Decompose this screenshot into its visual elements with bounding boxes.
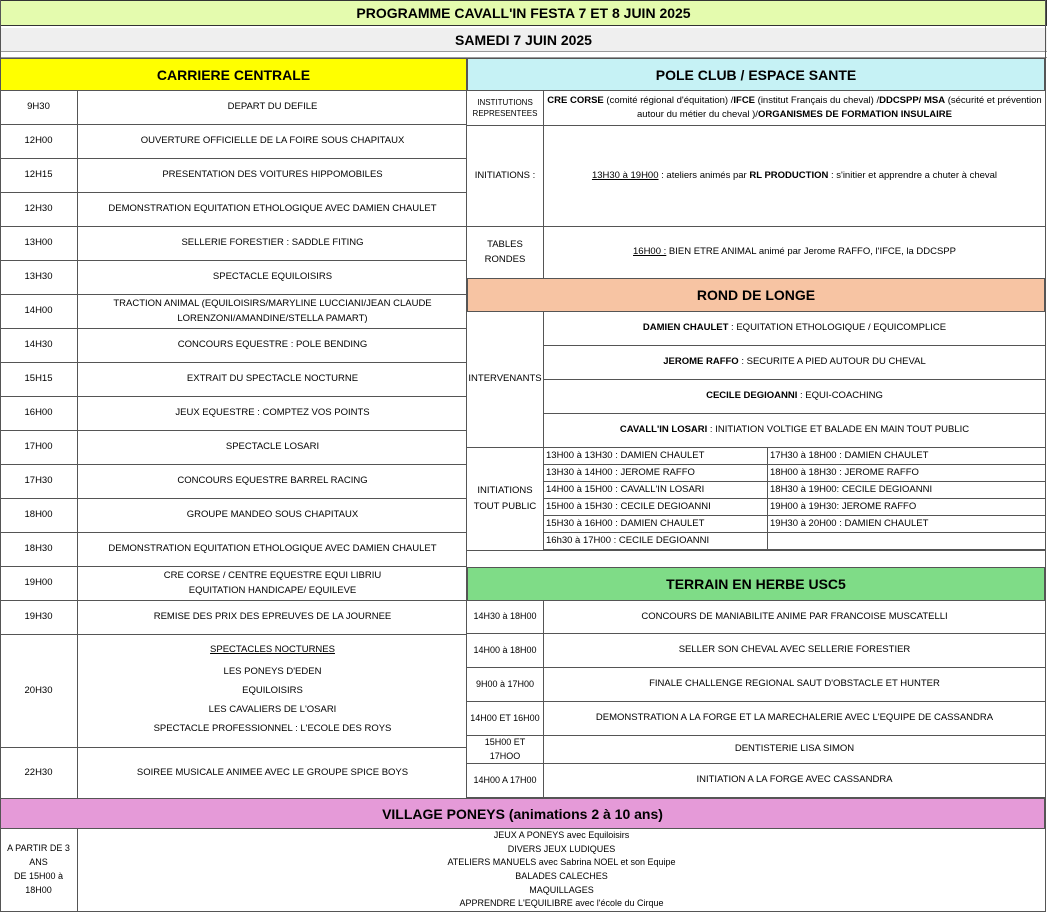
carriere-time: [0, 465, 78, 499]
carriere-activity: [78, 499, 467, 533]
terrain-header: [467, 567, 1045, 601]
carriere-time: [0, 601, 78, 635]
nocturne-time: [0, 635, 78, 748]
terrain-time: 14H30 à 18H00: [467, 601, 544, 634]
pole-header: [467, 58, 1045, 91]
last-time: [0, 748, 78, 798]
intervenants-label-text: INTERVENANTS: [468, 373, 542, 385]
nocturne-heading: SPECTACLES NOCTURNES: [210, 644, 335, 655]
carriere-time: [0, 261, 78, 295]
slot-right: 18H30 à 19H00: CECILE DEGIOANNI: [768, 482, 1045, 499]
carriere-time-text: 9H30: [27, 101, 50, 113]
tables-label-text: TABLES RONDES: [484, 238, 526, 265]
carriere-header: [0, 58, 467, 91]
carriere-activity-text: CONCOURS EQUESTRE BARREL RACING: [177, 475, 368, 487]
village-item: APPRENDRE L'EQUILIBRE avec l'école du Cirque: [459, 898, 664, 909]
slot-left: 14H00 à 15H00 : CAVALL'IN LOSARI: [544, 482, 768, 499]
carriere-time: [0, 125, 78, 159]
terrain-time: 14H00 à 18H00: [467, 634, 544, 668]
age-line: A PARTIR DE 3: [7, 843, 70, 854]
carriere-activity-text: OUVERTURE OFFICIELLE DE LA FOIRE SOUS CHAPITAUX: [140, 135, 405, 147]
carriere-time-text: 18H30: [24, 543, 53, 555]
carriere-activity-text: JEUX EQUESTRE : COMPTEZ VOS POINTS: [175, 407, 370, 419]
program-title: [0, 0, 1047, 26]
carriere-activity: [78, 465, 467, 499]
carriere-time-text: 17H30: [24, 475, 53, 487]
village-age: [0, 829, 78, 911]
terrain-activity: FINALE CHALLENGE REGIONAL SAUT D'OBSTACLE ET HUNTER: [544, 668, 1045, 702]
main-divider: [466, 91, 467, 798]
carriere-time-text: 19H30: [24, 611, 53, 623]
carriere-activity: [78, 329, 467, 363]
carriere-activity-text: CRE CORSE / CENTRE EQUESTRE EQUI LIBRIU EQUITATION HANDICAPE/ EQUILEVE: [163, 570, 382, 596]
carriere-activity: [78, 601, 467, 635]
nocturne-item: SPECTACLE PROFESSIONNEL : L'ECOLE DES ROYS: [153, 722, 392, 734]
institutions-label: [467, 91, 544, 126]
slot-right: 19H30 à 20H00 : DAMIEN CHAULET: [768, 516, 1045, 533]
initiations-label: [467, 126, 544, 227]
carriere-time: [0, 227, 78, 261]
carriere-header-text: CARRIERE CENTRALE: [156, 66, 311, 83]
carriere-activity: [78, 227, 467, 261]
carriere-time: [0, 295, 78, 329]
institutions-text: CRE CORSE (comité régional d'équitation) /IFCE (institut Français du cheval) /DDCSPP/ MSA (sécurité et prévention autour du métier du cheval )/ORGANISMES DE FORMATION INSULAIRE: [544, 91, 1045, 126]
intervenant-row: DAMIEN CHAULET : EQUITATION ETHOLOGIQUE / EQUICOMPLICE: [544, 312, 1045, 346]
carriere-time-text: 13H00: [24, 237, 53, 249]
pole-header-text: POLE CLUB / ESPACE SANTE: [655, 66, 857, 83]
carriere-time: [0, 499, 78, 533]
village-header-text: VILLAGE PONEYS (animations 2 à 10 ans): [382, 805, 663, 822]
day-title: [0, 28, 1047, 52]
carriere-time: [0, 159, 78, 193]
rond-initiations-label: INITIATIONS TOUT PUBLIC: [467, 448, 544, 550]
last-activity-text: SOIREE MUSICALE ANIMEE AVEC LE GROUPE SPICE BOYS: [136, 766, 409, 778]
carriere-time-text: 17H00: [24, 441, 53, 453]
program-title-text: PROGRAMME CAVALL'IN FESTA 7 ET 8 JUIN 2025: [356, 5, 691, 21]
rond-header-text: ROND DE LONGE: [696, 287, 816, 303]
carriere-activity-text: DEMONSTRATION EQUITATION ETHOLOGIQUE AVEC DAMIEN CHAULET: [108, 203, 437, 215]
carriere-activity: [78, 159, 467, 193]
slot-right: 18H00 à 18H30 : JEROME RAFFO: [768, 465, 1045, 482]
carriere-activity-text: DEPART DU DEFILE: [227, 101, 318, 113]
village-item: JEUX A PONEYS avec Equiloisirs: [493, 829, 630, 840]
slot-left: 16h30 à 17H00 : CECILE DEGIOANNI: [544, 533, 768, 550]
carriere-time-text: 19H00: [24, 577, 53, 589]
carriere-activity-text: DEMONSTRATION EQUITATION ETHOLOGIQUE AVEC DAMIEN CHAULET: [108, 543, 437, 555]
terrain-time: 14H00 A 17H00: [467, 764, 544, 798]
carriere-time-text: 12H00: [24, 135, 53, 147]
village-age-lines: [7, 842, 70, 898]
village-items: [78, 829, 1045, 911]
carriere-time: [0, 431, 78, 465]
carriere-activity: [78, 397, 467, 431]
nocturne-item: LES PONEYS D'EDEN: [223, 665, 322, 677]
carriere-activity-text: EXTRAIT DU SPECTACLE NOCTURNE: [186, 373, 359, 385]
rond-header: [467, 278, 1045, 312]
village-header: [0, 798, 1045, 829]
intervenant-row: JEROME RAFFO : SECURITE A PIED AUTOUR DU CHEVAL: [544, 346, 1045, 380]
intervenant-row: CAVALL'IN LOSARI : INITIATION VOLTIGE ET BALADE EN MAIN TOUT PUBLIC: [544, 414, 1045, 448]
terrain-time: 14H00 ET 16H00: [467, 702, 544, 736]
day-title-text: SAMEDI 7 JUIN 2025: [455, 31, 592, 48]
slot-right: 17H30 à 18H00 : DAMIEN CHAULET: [768, 448, 1045, 465]
carriere-time: [0, 329, 78, 363]
carriere-activity-text: SELLERIE FORESTIER : SADDLE FITING: [181, 237, 364, 249]
last-time-text: 22H30: [24, 766, 53, 778]
rond-empty-row: [467, 550, 1045, 567]
carriere-time-text: 14H30: [24, 339, 53, 351]
slot-right: 19H00 à 19H30: JEROME RAFFO: [768, 499, 1045, 516]
terrain-header-text: TERRAIN EN HERBE USC5: [666, 576, 846, 592]
slot-right: [768, 533, 1045, 550]
terrain-activity: DEMONSTRATION A LA FORGE ET LA MARECHALERIE AVEC L'EQUIPE DE CASSANDRA: [544, 702, 1045, 736]
village-item: BALADES CALECHES: [515, 871, 608, 881]
carriere-activity: [78, 193, 467, 227]
carriere-time-text: 12H30: [24, 203, 53, 215]
terrain-time: 15H00 ET 17HOO: [467, 736, 544, 764]
carriere-time-text: 15H15: [24, 373, 53, 385]
nocturne-item: EQUILOISIRS: [242, 684, 303, 696]
age-line: ANS: [29, 857, 48, 868]
intervenant-row: CECILE DEGIOANNI : EQUI-COACHING: [544, 380, 1045, 414]
carriere-activity-text: CONCOURS EQUESTRE : POLE BENDING: [177, 339, 368, 351]
tables-text: 16H00 : BIEN ETRE ANIMAL animé par Jerome RAFFO, l'IFCE, la DDCSPP: [633, 246, 956, 258]
carriere-activity-text: REMISE DES PRIX DES EPREUVES DE LA JOURNEE: [153, 611, 392, 623]
village-item: ATELIERS MANUELS avec Sabrina NOEL et son Equipe: [447, 857, 676, 868]
carriere-time: [0, 363, 78, 397]
carriere-time-text: 18H00: [24, 509, 53, 521]
carriere-time: [0, 91, 78, 125]
carriere-activity: [78, 533, 467, 567]
slot-left: 15H00 à 15H30 : CECILE DEGIOANNI: [544, 499, 768, 516]
terrain-activity: DENTISTERIE LISA SIMON: [544, 736, 1045, 764]
village-item: MAQUILLAGES: [529, 884, 594, 895]
carriere-activity: [78, 295, 467, 329]
carriere-time: [0, 533, 78, 567]
last-activity: [78, 748, 467, 798]
nocturne-block: [78, 635, 467, 748]
carriere-time: [0, 193, 78, 227]
nocturne-time-text: 20H30: [24, 684, 53, 696]
terrain-time: 9H00 à 17H00: [467, 668, 544, 702]
age-line: DE 15H00 à: [13, 871, 63, 881]
carriere-activity-text: GROUPE MANDEO SOUS CHAPITAUX: [186, 509, 359, 521]
slot-left: 13H00 à 13H30 : DAMIEN CHAULET: [544, 448, 768, 465]
carriere-activity: [78, 91, 467, 125]
carriere-activity-text: PRESENTATION DES VOITURES HIPPOMOBILES: [162, 169, 383, 181]
carriere-activity-text: TRACTION ANIMAL (EQUILOISIRS/MARYLINE LUCCIANI/JEAN CLAUDE LORENZONI/AMANDINE/STELLA PAMART): [113, 298, 432, 324]
age-line: 18H00: [25, 884, 52, 895]
nocturne-item: LES CAVALIERS DE L'OSARI: [208, 703, 337, 715]
carriere-time-text: 12H15: [24, 169, 53, 181]
carriere-time: [0, 397, 78, 431]
tables-label: [467, 227, 544, 278]
slot-left: 15H30 à 16H00 : DAMIEN CHAULET: [544, 516, 768, 533]
carriere-activity: [78, 261, 467, 295]
carriere-activity: [78, 125, 467, 159]
village-item: DIVERS JEUX LUDIQUES: [507, 843, 616, 854]
initiations-label-text: INITIATIONS :: [474, 169, 536, 181]
carriere-time-text: 13H30: [24, 271, 53, 283]
carriere-time: [0, 567, 78, 601]
intervenants-label: [467, 312, 544, 448]
carriere-activity-text: SPECTACLE EQUILOISIRS: [212, 271, 333, 283]
carriere-activity: [78, 431, 467, 465]
terrain-activity: INITIATION A LA FORGE AVEC CASSANDRA: [544, 764, 1045, 798]
initiations-text: 13H30 à 19H00 : ateliers animés par RL PRODUCTION : s'initier et apprendre a chuter à cheval: [544, 126, 1045, 227]
institutions-label-text: INSTITUTIONS REPRESENTEES: [472, 97, 538, 118]
slot-left: 13H30 à 14H00 : JEROME RAFFO: [544, 465, 768, 482]
carriere-time-text: 14H00: [24, 305, 53, 317]
nocturne-items: [78, 662, 467, 738]
terrain-activity: CONCOURS DE MANIABILITE ANIME PAR FRANCOISE MUSCATELLI: [544, 601, 1045, 634]
carriere-activity: [78, 567, 467, 601]
carriere-time-text: 16H00: [24, 407, 53, 419]
carriere-activity: [78, 363, 467, 397]
carriere-activity-text: SPECTACLE LOSARI: [225, 441, 320, 453]
terrain-activity: SELLER SON CHEVAL AVEC SELLERIE FORESTIER: [544, 634, 1045, 668]
